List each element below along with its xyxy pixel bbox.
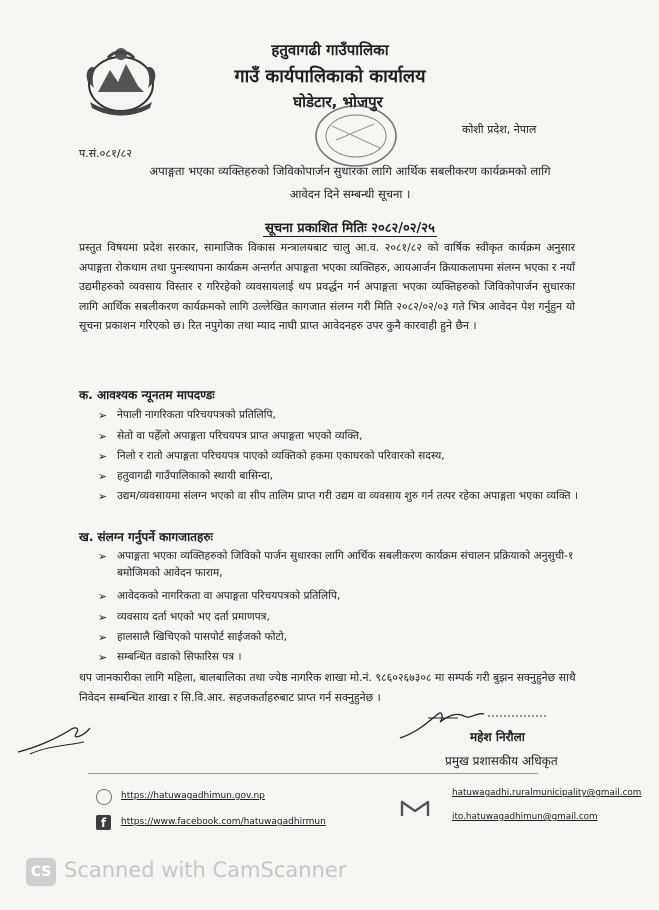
email-link-primary[interactable]: hatuwagadhi.ruralmunicipality@gmail.com	[452, 788, 642, 798]
arrow-bullet-icon: ➢	[98, 430, 108, 443]
arrow-bullet-icon: ➢	[98, 611, 108, 624]
gmail-icon	[400, 798, 430, 818]
list-item: ➢ व्यवसाय दर्ता भएको भए दर्ता प्रमाणपत्र,	[98, 611, 270, 624]
section-a-title: क. आवश्यक न्यूनतम मापदण्डः	[79, 388, 215, 402]
province-label: कोशी प्रदेश, नेपाल	[462, 123, 537, 136]
notice-body: प्रस्तुत विषयमा प्रदेश सरकार, सामाजिक विकास मन्त्रालयबाट चालु आ.व. २०८१/८२ को वार्षिक स्वीकृत कार्यक्रम अनुसार अपाङ्गता रोकथाम तथा पुनःस्थापना कार्यक्रम अन्तर्गत अपाङ्गता भएका व्यक्तिहरु, आयआर्जन क्रियाकलापमा संलग्न भएका र नयाँ उद्यमीहरुको व्यवसाय विस्तार र गरिरहेको व्यवसायलाई थप प्रवर्द्धन गर्न अपाङ्गता भएका व्यक्तिहरुको जिविकोपार्जन सुधारका लागि आर्थिक सबलीकरण कार्यक्रमको लागि उल्लेखित कागजात संलग्न गरी मिति २०८२/०२/०३ गते भित्र आवेदन पेश गर्नुहुन यो सूचना प्रकाशन गरिएको छ। रित नपुगेका तथा म्याद नाघी प्राप्त आवेदनहरु उपर कुनै कारवाही हुने छैन ।	[79, 241, 575, 333]
globe-icon	[96, 789, 112, 805]
arrow-bullet-icon: ➢	[98, 631, 108, 644]
section-b-title: ख. संलग्न गर्नुपर्ने कागजातहरुः	[79, 530, 213, 544]
officer-title: प्रमुख प्रशासकीय अधिकृत	[445, 754, 558, 768]
arrow-bullet-icon: ➢	[98, 450, 108, 463]
list-item: ➢ अपाङ्गता भएका व्यक्तिहरुको जिविको पार्जन सुधारका लागि आर्थिक सबलीकरण कार्यक्रम संचालन प्रक्रियाको अनुसुची-१ बमोजिमको आवेदन फाराम,	[98, 550, 574, 579]
reference-number: प.सं.०८१/८२	[79, 147, 132, 160]
arrow-bullet-icon: ➢	[98, 409, 108, 422]
list-item: ➢ हालसालै खिचिएको पासपोर्ट साईजको फोटो,	[98, 631, 287, 644]
contact-paragraph: थप जानकारीका लागि महिला, बालबालिका तथा ज्येष्ठ नागरिक शाखा मो.नं. ९८६०२६७३०८ मा सम्पर्क गरी बुझन सक्नुहुनेछ साथै निवेदन सम्बन्धित शाखा र सि.वि.आर. सहजकर्ताहरुबाट प्राप्त गर्न सक्नुहुनेछ ।	[79, 671, 576, 704]
notice-date	[80, 218, 620, 236]
office-name: गाउँ कार्यपालिकाको कार्यालय	[234, 66, 426, 87]
office-location: घोडेटार, भोजपुर	[293, 93, 383, 111]
left-signature	[14, 718, 98, 758]
arrow-bullet-icon: ➢	[98, 490, 108, 503]
list-item: ➢ सम्बन्धित वडाको सिफारिस पत्र ।	[98, 651, 242, 664]
arrow-bullet-icon: ➢	[98, 470, 108, 483]
nepal-emblem-icon	[80, 42, 162, 120]
email-link-secondary[interactable]: ito.hatuwagadhimun@gmail.com	[452, 812, 598, 822]
list-item: ➢ नेपाली नागरिकता परिचयपत्रको प्रतिलिपि,	[98, 409, 276, 422]
website-link[interactable]: https://hatuwagadhimun.gov.np	[121, 791, 265, 801]
list-item: ➢ उद्यम/व्यवसायमा संलग्न भएको वा सीप तालिम प्राप्त गरी उद्यम वा व्यवसाय शुरु गर्न तत्पर रहेका अपाङ्गता भएका व्यक्ति ।	[98, 490, 578, 503]
facebook-link[interactable]: https://www.facebook.com/hatuwagadhirmun	[121, 817, 326, 827]
notice-date-text: सूचना प्रकाशित मितिः २०८२/०२/२५	[265, 221, 435, 236]
arrow-bullet-icon: ➢	[98, 590, 108, 603]
arrow-bullet-icon: ➢	[98, 651, 108, 664]
arrow-bullet-icon: ➢	[98, 550, 108, 563]
municipality-name: हतुवागढी गाउँपालिका	[271, 41, 389, 59]
footer-divider	[88, 773, 538, 774]
list-item: ➢ सेतो वा पहेँलो अपाङ्गता परिचयपत्र प्राप्त अपाङ्गता भएको व्यक्ति,	[98, 430, 363, 443]
officer-name: महेश निरौला	[470, 730, 525, 744]
list-item: ➢ निलो र रातो अपाङ्गता परिचयपत्र पाएको व्यक्तिको हकमा एकाघरको परिवारको सदस्य,	[98, 450, 445, 463]
scanner-watermark: Scanned with CamScanner	[64, 858, 347, 882]
facebook-icon: f	[96, 815, 111, 830]
office-stamp-icon	[310, 96, 406, 172]
subject-line-1: अपाङ्गता भएका व्यक्तिहरुको जिविकोपार्जन सुधारका लागि आर्थिक सबलीकरण कार्यक्रमको लागि	[149, 164, 551, 178]
list-item: ➢ हतुवागढी गाउँपालिकाको स्थायी बासिन्दा,	[98, 470, 274, 483]
camscanner-logo-icon: CS	[26, 858, 56, 886]
subject-line-2: आवेदन दिने सम्बन्धी सूचना ।	[289, 187, 411, 201]
list-item: ➢ आवेदकको नागरिकता वा अपाङ्गता परिचयपत्रको प्रतिलिपि,	[98, 590, 341, 603]
